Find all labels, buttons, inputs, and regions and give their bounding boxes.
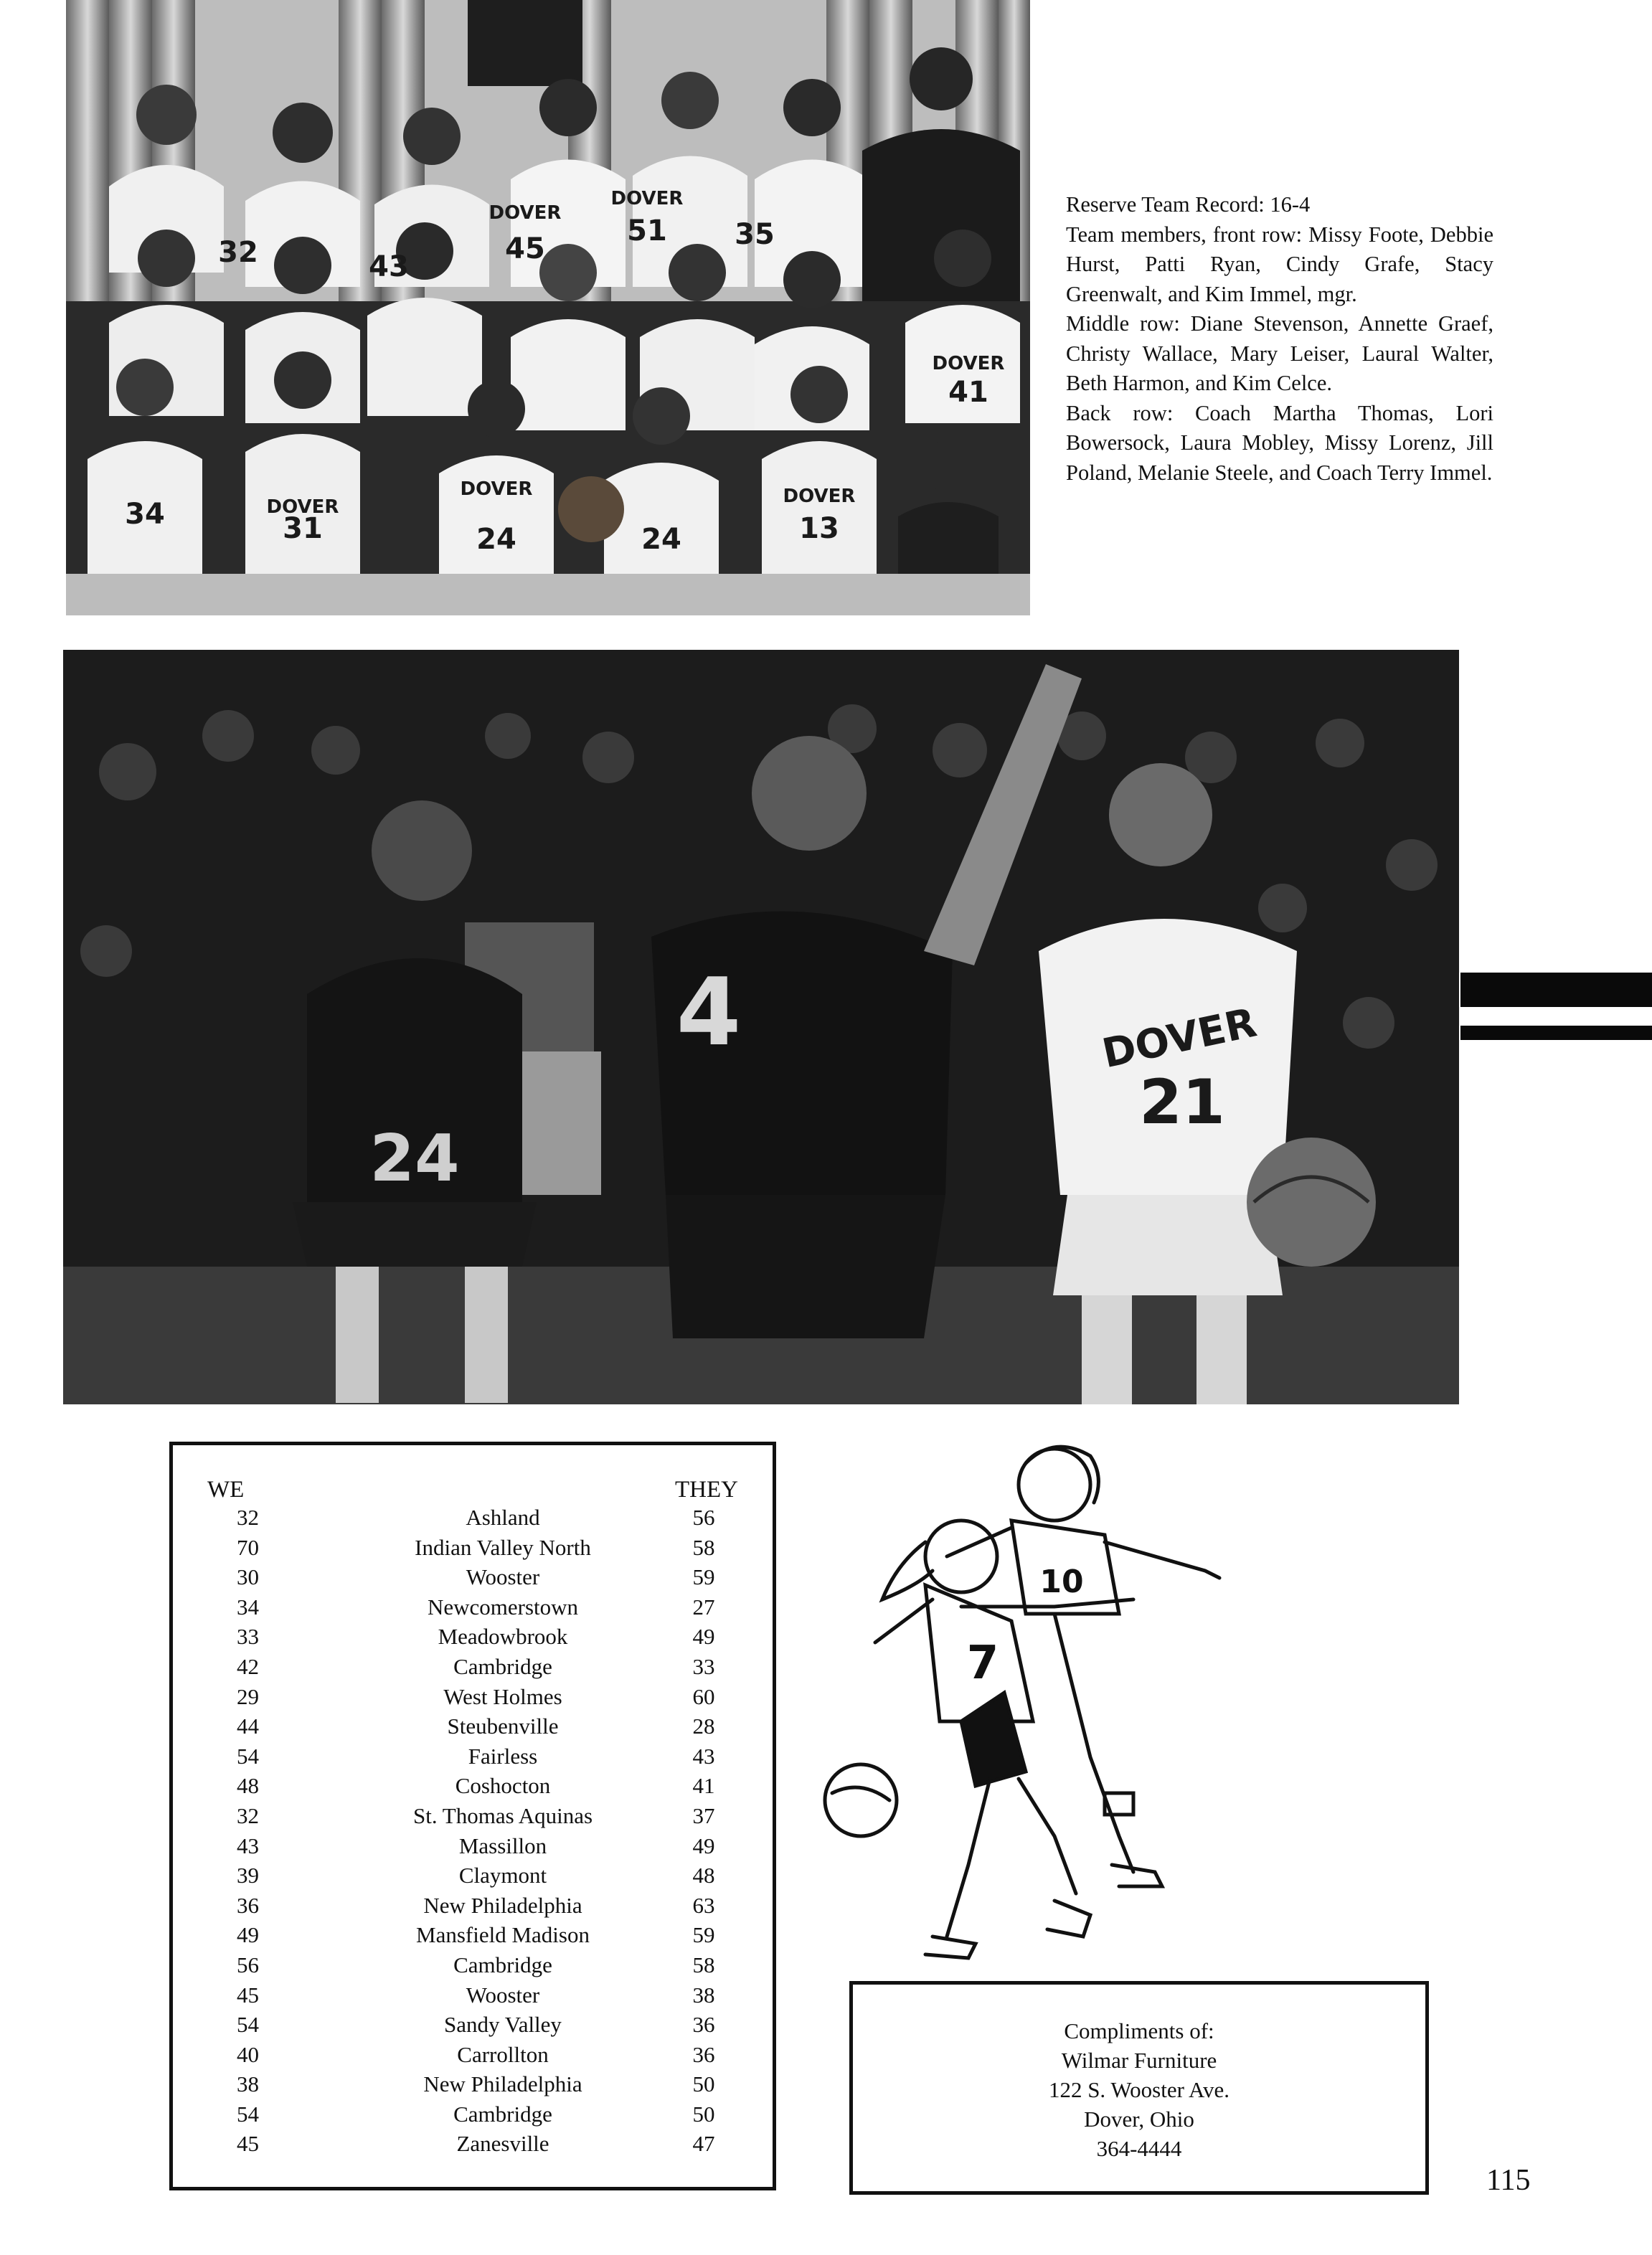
schedule-row: [173, 1920, 773, 1950]
schedule-row: [173, 1831, 773, 1861]
basketball-cartoon: [818, 1434, 1262, 1980]
opponent-name: Wooster: [466, 1982, 540, 2008]
schedule-row: [173, 1622, 773, 1652]
jersey-text: DOVER: [460, 478, 533, 500]
they-score: 43: [692, 1743, 715, 1769]
we-score: 33: [237, 1624, 259, 1650]
they-score: 58: [692, 1534, 715, 1560]
opponent-jersey-number: 4: [676, 958, 742, 1067]
they-score: 49: [692, 1833, 715, 1858]
they-score: 36: [692, 2041, 715, 2067]
they-score: 48: [692, 1863, 715, 1888]
jersey-number: 34: [125, 498, 165, 531]
opponent-name: Cambridge: [453, 2101, 552, 2127]
we-score: 30: [237, 1564, 259, 1590]
jersey-text: DOVER: [266, 496, 339, 518]
back-row-names: Back row: Coach Martha Thomas, Lori Bowersock, Laura Mobley, Missy Lorenz, Jill Poland, Melanie Steele, and Coach Terry Immel.: [1066, 400, 1493, 485]
opponent-name: Ashland: [466, 1505, 540, 1530]
we-score: 54: [237, 2012, 259, 2038]
jersey-number: 32: [218, 236, 258, 269]
sponsor-ad: [849, 1981, 1429, 2195]
page-number: 115: [1486, 2164, 1531, 2197]
we-score: 54: [237, 1743, 259, 1769]
opponent-name: Zanesville: [456, 2131, 549, 2157]
we-score: 34: [237, 1594, 259, 1620]
opponent-name: Cambridge: [453, 1952, 552, 1977]
we-score: 38: [237, 2071, 259, 2097]
cartoon-number-back: 10: [1039, 1564, 1084, 1600]
decorative-bar: [1460, 973, 1652, 1007]
we-score: 48: [237, 1773, 259, 1799]
schedule-row: [173, 2010, 773, 2040]
schedule-row: [173, 1562, 773, 1592]
they-score: 59: [692, 1564, 715, 1590]
front-row-names: Team members, front row: Missy Foote, Debbie Hurst, Patti Ryan, Cindy Grafe, Stacy Greenwalt, and Kim Immel, mgr.: [1066, 222, 1493, 306]
they-score: 28: [692, 1713, 715, 1739]
jersey-number: 24: [641, 523, 681, 556]
jersey-text: DOVER: [783, 486, 856, 507]
they-header: THEY: [675, 1477, 738, 1503]
opponent-name: Steubenville: [447, 1713, 559, 1739]
schedule-row: [173, 1592, 773, 1622]
schedule-row: [173, 1533, 773, 1563]
dover-jersey-number: 21: [1139, 1067, 1225, 1138]
jersey-number: 45: [505, 232, 545, 265]
they-score: 41: [692, 1773, 715, 1799]
opponent-name: St. Thomas Aquinas: [412, 1802, 593, 1828]
schedule-row: [173, 1891, 773, 1921]
jersey-text: DOVER: [488, 202, 562, 224]
we-score: 70: [237, 1534, 259, 1560]
we-header: WE: [207, 1477, 245, 1503]
we-score: 40: [237, 2041, 259, 2067]
they-score: 49: [692, 1624, 715, 1650]
we-score: 36: [237, 1892, 259, 1918]
opponent-name: New Philadelphia: [423, 1892, 582, 1918]
they-score: 63: [692, 1892, 715, 1918]
jersey-number: 43: [369, 250, 409, 283]
opponent-name: Meadowbrook: [438, 1624, 568, 1650]
schedule-row: [173, 2099, 773, 2129]
sponsor-phone: 364-4444: [1096, 2136, 1182, 2161]
schedule-row: [173, 1682, 773, 1712]
team-photo: [66, 0, 1030, 615]
we-score: 39: [237, 1863, 259, 1888]
team-record: Reserve Team Record: 16-4: [1066, 192, 1311, 217]
opponent-name: Claymont: [458, 1863, 547, 1888]
they-score: 36: [692, 2012, 715, 2038]
they-score: 58: [692, 1952, 715, 1977]
opponent-name: Cambridge: [453, 1653, 552, 1679]
opponent-name: Indian Valley North: [415, 1534, 591, 1560]
they-score: 60: [692, 1683, 715, 1709]
they-score: 50: [692, 2101, 715, 2127]
jersey-number: 51: [627, 214, 667, 247]
schedule-row: [173, 1711, 773, 1741]
opponent-name: Wooster: [466, 1564, 540, 1590]
we-score: 49: [237, 1922, 259, 1948]
schedule-row: [173, 1950, 773, 1980]
opponent-name: Fairless: [468, 1743, 538, 1769]
they-score: 56: [692, 1505, 715, 1530]
we-score: 45: [237, 2131, 259, 2157]
they-score: 37: [692, 1802, 715, 1828]
schedule-row: [173, 1771, 773, 1801]
we-score: 56: [237, 1952, 259, 1977]
schedule-row: [173, 1741, 773, 1772]
decorative-bar: [1460, 1026, 1652, 1040]
sponsor-city: Dover, Ohio: [1084, 2107, 1194, 2132]
they-score: 59: [692, 1922, 715, 1948]
opponent-name: Coshocton: [455, 1773, 551, 1799]
opponent-jersey-number: 24: [369, 1121, 460, 1196]
schedule-row: [173, 1503, 773, 1533]
schedule-row: [173, 2040, 773, 2070]
jersey-number: 24: [476, 523, 516, 556]
jersey-text: DOVER: [610, 188, 684, 209]
schedule-rows: [173, 1503, 773, 2159]
jersey-number: 41: [948, 376, 988, 409]
we-score: 54: [237, 2101, 259, 2127]
opponent-name: Mansfield Madison: [416, 1922, 590, 1948]
sponsor-address: 122 S. Wooster Ave.: [1048, 2077, 1230, 2102]
they-score: 38: [692, 1982, 715, 2008]
we-score: 44: [237, 1713, 259, 1739]
they-score: 47: [692, 2131, 715, 2157]
we-score: 32: [237, 1505, 259, 1530]
they-score: 33: [692, 1653, 715, 1679]
opponent-name: New Philadelphia: [423, 2071, 582, 2097]
we-score: 42: [237, 1653, 259, 1679]
cartoon-number-front: 7: [966, 1637, 999, 1690]
schedule-row: [173, 1652, 773, 1682]
opponent-name: Sandy Valley: [444, 2012, 562, 2038]
photo-caption: [1066, 190, 1493, 488]
jersey-number: 31: [283, 512, 323, 545]
opponent-name: Newcomerstown: [427, 1594, 579, 1620]
schedule-row: [173, 1980, 773, 2010]
action-photo: [63, 650, 1459, 1404]
sponsor-line: Compliments of:: [1064, 2018, 1214, 2043]
we-score: 43: [237, 1833, 259, 1858]
they-score: 50: [692, 2071, 715, 2097]
schedule-row: [173, 2069, 773, 2099]
opponent-name: West Holmes: [443, 1683, 562, 1709]
jersey-number: 13: [799, 512, 839, 545]
opponent-name: Massillon: [458, 1833, 547, 1858]
we-score: 29: [237, 1683, 259, 1709]
schedule-row: [173, 2129, 773, 2159]
jersey-text: DOVER: [932, 353, 1005, 374]
they-score: 27: [692, 1594, 715, 1620]
sponsor-name: Wilmar Furniture: [1061, 2048, 1217, 2073]
season-schedule: [169, 1442, 776, 2190]
opponent-name: Carrollton: [457, 2041, 549, 2067]
we-score: 45: [237, 1982, 259, 2008]
dover-jersey-text: DOVER: [1098, 999, 1261, 1078]
schedule-row: [173, 1801, 773, 1831]
we-score: 32: [237, 1802, 259, 1828]
schedule-row: [173, 1861, 773, 1891]
middle-row-names: Middle row: Diane Stevenson, Annette Graef, Christy Wallace, Mary Leiser, Laural Walter, Beth Harmon, and Kim Celce.: [1066, 311, 1493, 395]
jersey-number: 35: [735, 218, 775, 251]
